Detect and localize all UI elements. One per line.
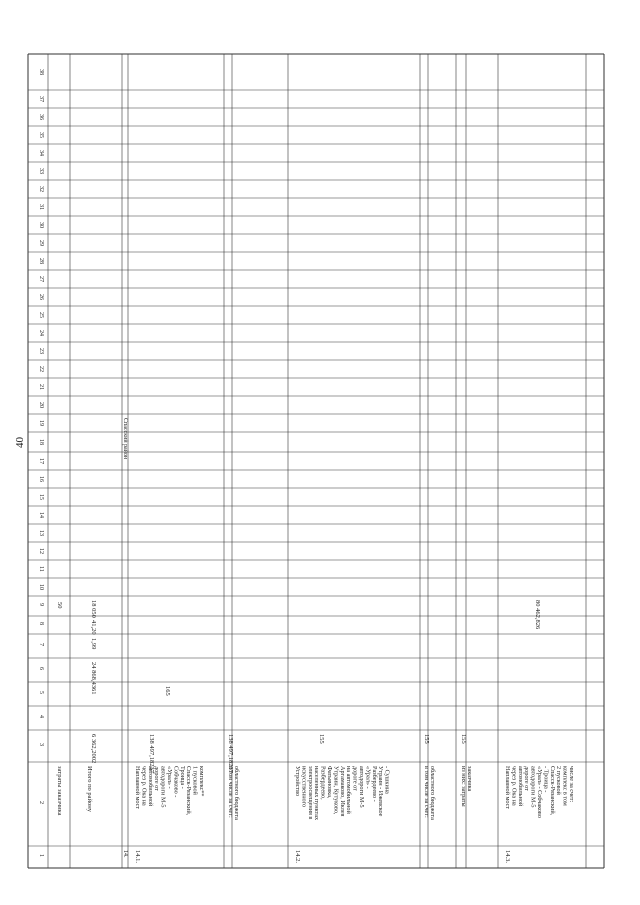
row-14-1--name-line: 1 пусковой [191,766,199,795]
row-14-1--name-line: Наплавной мост [134,766,141,810]
column-number-28: 28 [38,258,44,264]
column-number-7: 7 [38,643,44,646]
row-14-2--name-line: электроосвещения в [306,766,314,820]
row-14-2--name-line: Разбердеево - [370,766,378,802]
row-14-1--name-line: «Урал» - [166,766,173,789]
row-14-3--name-line: через р. Ока на [510,766,518,806]
row-14-3--name-line: числе за счет: [568,766,575,803]
column-number-11: 11 [38,566,44,572]
row-14-1--name-line: Спасск-Рязанский, [185,766,193,816]
column-number-38: 38 [38,69,44,75]
column-number-31: 31 [38,204,44,210]
column-number-17: 17 [38,458,44,464]
row-14-1--name-line: автодороги М-5 [159,766,167,808]
column-number-10: 10 [38,584,44,590]
district-total-col7: 1,99 [90,638,97,650]
row-14-2--name-line: населенных пунктах [313,766,321,821]
row-sub1-col3: 138 497,18237 [227,734,234,773]
row-14-2--name-line: на автомобильной [345,766,353,814]
page-number: 40 [14,437,26,448]
row-14-2--name-line: Разбердеево, [319,766,327,800]
section-code: 14. [122,850,128,858]
row-14-3--code: 14.3. [504,850,511,863]
column-number-5: 5 [38,691,44,694]
row-14-1--name-line: дороге от [153,766,161,791]
row-sub3-col3: 155 [423,734,430,744]
header-col2-label: затраты заказчика [56,766,63,816]
column-number-22: 22 [38,366,44,372]
row-14-3--name-line: Наплавной мост [504,766,511,810]
row-14-2--name-line: дороге от [351,766,359,791]
row-sub3-name-line: областного бюджета [429,766,436,820]
column-number-2: 2 [38,801,44,804]
district-total-col9: 18 050 [90,600,97,618]
row-14-2--name-line: Утраин, Кутуково, [332,766,340,815]
row-sub4-name-line: заказчика [466,766,473,792]
column-number-29: 29 [38,240,44,246]
row-14-3--name-line: дороге от [523,766,531,791]
column-number-33: 33 [38,168,44,174]
column-number-8: 8 [38,622,44,625]
column-number-27: 27 [38,276,44,282]
column-number-25: 25 [38,312,44,318]
column-number-15: 15 [38,494,44,500]
row-14-3--name-line: автодороги М-5 [529,766,537,808]
row-14-1--code: 14.1. [134,850,141,863]
row-14-3--name-line: Спасск-Рязанский, [548,766,556,816]
row-14-2--name-line: «Урал» - [364,766,372,789]
row-14-1--col3: 138 497,18237 [148,734,155,773]
column-number-23: 23 [38,348,44,354]
district-total-col6: 24 868,4361 [90,662,97,695]
column-number-6: 6 [38,667,44,670]
column-number-9: 9 [38,603,44,606]
row-14-3--name-line: «Урал» - Собчаково [536,766,543,818]
row-14-1--col5: 165 [164,686,171,696]
header-col9-value: 50 [56,602,63,609]
column-number-16: 16 [38,476,44,482]
row-14-2--name-line: Устройство [294,766,301,797]
district-total-col3: 6 362,2002 [90,734,97,764]
row-14-2--code: 14.2. [294,850,301,863]
row-14-1--name-line: комплекс** [198,766,205,797]
column-number-1: 1 [38,854,44,857]
column-number-34: 34 [38,150,44,156]
column-number-36: 36 [38,114,44,120]
column-number-18: 18 [38,439,44,445]
column-number-24: 24 [38,330,44,336]
row-14-3--name-line: комплекс в том [561,766,569,806]
column-number-26: 26 [38,294,44,300]
row-14-2--name-line: Аргамаково, Иклея [338,766,346,817]
row-sub1-name-line: в том числе за счет: [227,766,234,818]
row-14-2--name-line: Утраин - Ижевское [377,766,385,817]
row-14-2--col3: 155 [318,734,325,744]
column-number-19: 19 [38,420,44,426]
row-14-2--name-line: Фатьяновка, [326,766,333,799]
district-total-col8: 41,20 [90,620,97,635]
column-number-4: 4 [38,715,44,718]
district-total-label: Итого по району [86,766,93,813]
row-sub1-name-line: областного бюджета [233,766,240,820]
row-14-3--name-line: 2 пусковой [555,766,563,795]
row-sub4-col3: 155 [460,734,467,744]
table-cells [38,69,575,863]
table-grid [28,54,604,868]
column-number-21: 21 [38,384,44,390]
column-number-14: 14 [38,512,44,518]
column-number-35: 35 [38,132,44,138]
row-14-2--name-line: искусственного [300,766,308,808]
row-14-1--name-line: Троица - [178,766,186,789]
row-14-1--name-line: Собчаково - [172,766,180,798]
column-number-20: 20 [38,402,44,408]
column-number-32: 32 [38,186,44,192]
column-number-13: 13 [38,530,44,536]
section-title: Спасский район [122,418,128,460]
column-number-37: 37 [38,96,44,102]
column-number-12: 12 [38,548,44,554]
column-number-30: 30 [38,222,44,228]
row-14-2--name-line: - Сушкина [383,766,391,794]
row-14-3--name-line: автомобильной [516,766,524,807]
column-number-3: 3 [38,743,44,746]
row-14-3--col9: 80 462,826 [534,600,541,630]
row-14-2--name-line: автодороги М-5 [358,766,365,808]
row-14-3--name-line: - Троица - [542,766,550,793]
row-14-1--name-line: через р. Ока на [140,766,148,806]
row-14-1--name-line: автомобильной [146,766,154,807]
row-sub4-name-line: из них: затраты [460,766,467,807]
row-sub3-name-line: в том числе за счет: [423,766,430,818]
